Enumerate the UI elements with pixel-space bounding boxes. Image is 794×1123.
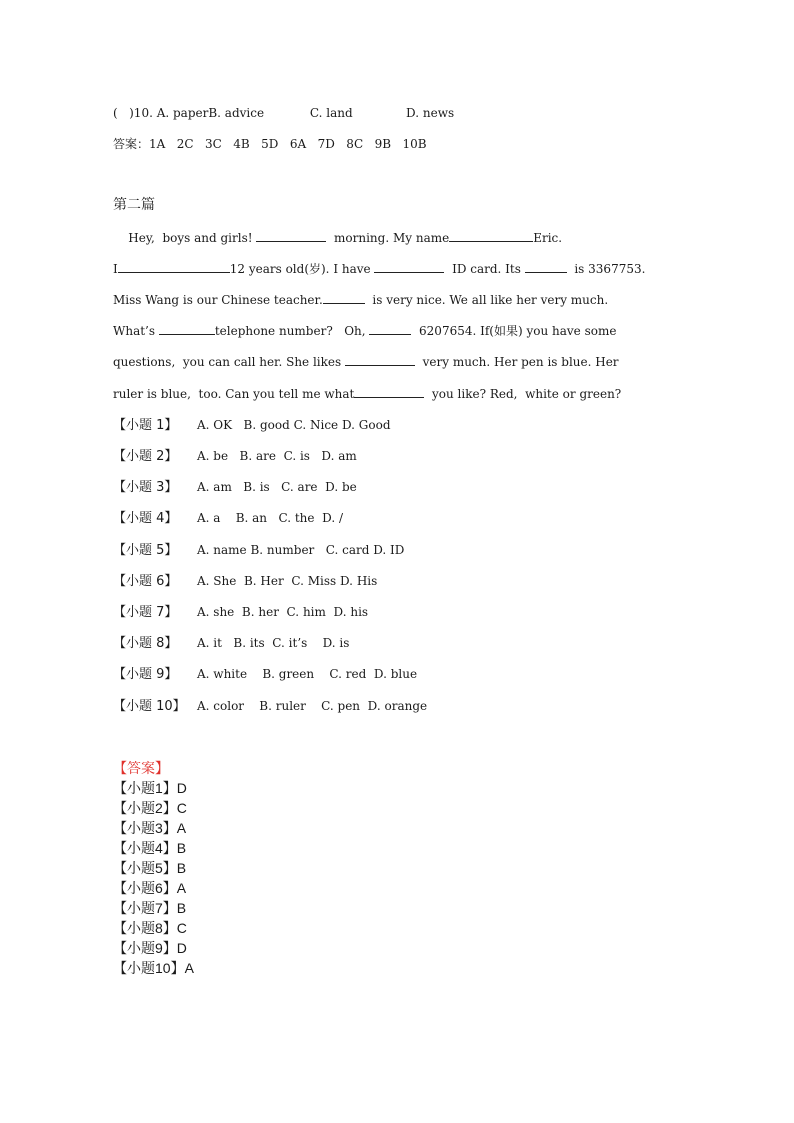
passage-text: Eric. xyxy=(533,231,563,245)
answer-heading: 【答案】 xyxy=(113,760,169,776)
question-options: A. it B. its C. it’s D. is xyxy=(197,636,350,650)
passage-text: 6207654. If(如果) you have some xyxy=(411,324,617,338)
passage-text: you like? Red, white or green? xyxy=(424,387,622,401)
question-options: A. color B. ruler C. pen D. orange xyxy=(197,699,428,713)
passage-text: What’s xyxy=(113,324,159,338)
passage-text: I xyxy=(113,262,118,276)
passage-text: morning. My name xyxy=(326,231,450,245)
blank-5 xyxy=(525,261,567,273)
blank-10 xyxy=(354,386,424,398)
answer-item: 【小题3】A xyxy=(113,820,187,836)
passage-text: ID card. Its xyxy=(444,262,525,276)
question-options: A. name B. number C. card D. ID xyxy=(197,543,405,557)
passage-text: very much. Her pen is blue. Her xyxy=(414,355,619,369)
answer-item: 【小题8】C xyxy=(113,920,187,936)
question-item xyxy=(113,448,357,465)
question-label: 【小题 1】 xyxy=(113,418,178,433)
passage-text: is 3367753. xyxy=(566,262,646,276)
passage-line-3 xyxy=(113,292,608,308)
question-label: 【小题 8】 xyxy=(113,636,178,651)
passage-text: ruler is blue, too. Can you tell me what xyxy=(113,387,355,401)
question-item xyxy=(113,698,427,715)
section-title: 第二篇 xyxy=(113,197,155,213)
question-label: 【小题 3】 xyxy=(113,480,178,495)
blank-7 xyxy=(159,323,215,335)
question-item xyxy=(113,479,357,496)
answer-item: 【小题1】D xyxy=(113,780,187,796)
blank-8 xyxy=(369,323,411,335)
answer-section xyxy=(113,758,194,978)
question-item xyxy=(113,604,368,621)
question-item xyxy=(113,510,343,527)
passage-line-4 xyxy=(113,323,616,339)
question-label: 【小题 2】 xyxy=(113,449,178,464)
blank-9 xyxy=(345,354,415,366)
question-options: A. white B. green C. red D. blue xyxy=(197,667,418,681)
answer-item: 【小题9】D xyxy=(113,940,187,956)
question-item xyxy=(113,573,377,590)
answer-item: 【小题10】A xyxy=(113,960,194,976)
passage-text: questions, you can call her. She likes xyxy=(113,355,345,369)
passage-text: telephone number? Oh, xyxy=(214,324,370,338)
question-item xyxy=(113,542,404,559)
blank-2 xyxy=(449,230,533,242)
question-label: 【小题 6】 xyxy=(113,574,178,589)
answer-item: 【小题7】B xyxy=(113,900,187,916)
passage-line-5 xyxy=(113,354,619,370)
passage-line-1 xyxy=(113,230,562,246)
question-options: A. a B. an C. the D. / xyxy=(197,511,344,525)
question-10-line: ( )10. A. paperB. advice C. land D. news xyxy=(113,106,455,120)
question-options: A. am B. is C. are D. be xyxy=(197,480,357,494)
question-options: A. be B. are C. is D. am xyxy=(197,449,357,463)
answer-item: 【小题2】C xyxy=(113,800,187,816)
question-options: A. She B. Her C. Miss D. His xyxy=(197,574,378,588)
answer-item: 【小题4】B xyxy=(113,840,187,856)
answer-item: 【小题6】A xyxy=(113,880,187,896)
answer-item: 【小题5】B xyxy=(113,860,187,876)
answer-key-line: 答案：1A 2C 3C 4B 5D 6A 7D 8C 9B 10B xyxy=(113,137,427,151)
question-options: A. OK B. good C. Nice D. Good xyxy=(197,418,391,432)
blank-6 xyxy=(323,292,365,304)
blank-3 xyxy=(118,261,230,273)
passage-text: Hey, boys and girls! xyxy=(113,231,257,245)
question-label: 【小题 10】 xyxy=(113,699,186,714)
passage-text: 12 years old(岁). I have xyxy=(229,262,375,276)
question-label: 【小题 7】 xyxy=(113,605,178,620)
question-item xyxy=(113,417,391,434)
question-item xyxy=(113,666,417,683)
blank-1 xyxy=(256,230,326,242)
question-label: 【小题 9】 xyxy=(113,667,178,682)
question-options: A. she B. her C. him D. his xyxy=(197,605,369,619)
passage-line-6 xyxy=(113,386,621,402)
question-label: 【小题 4】 xyxy=(113,511,178,526)
blank-4 xyxy=(374,261,444,273)
passage-text: Miss Wang is our Chinese teacher. xyxy=(113,293,323,307)
passage-line-2 xyxy=(113,261,645,277)
question-item xyxy=(113,635,349,652)
passage-text: is very nice. We all like her very much. xyxy=(364,293,609,307)
question-label: 【小题 5】 xyxy=(113,543,178,558)
